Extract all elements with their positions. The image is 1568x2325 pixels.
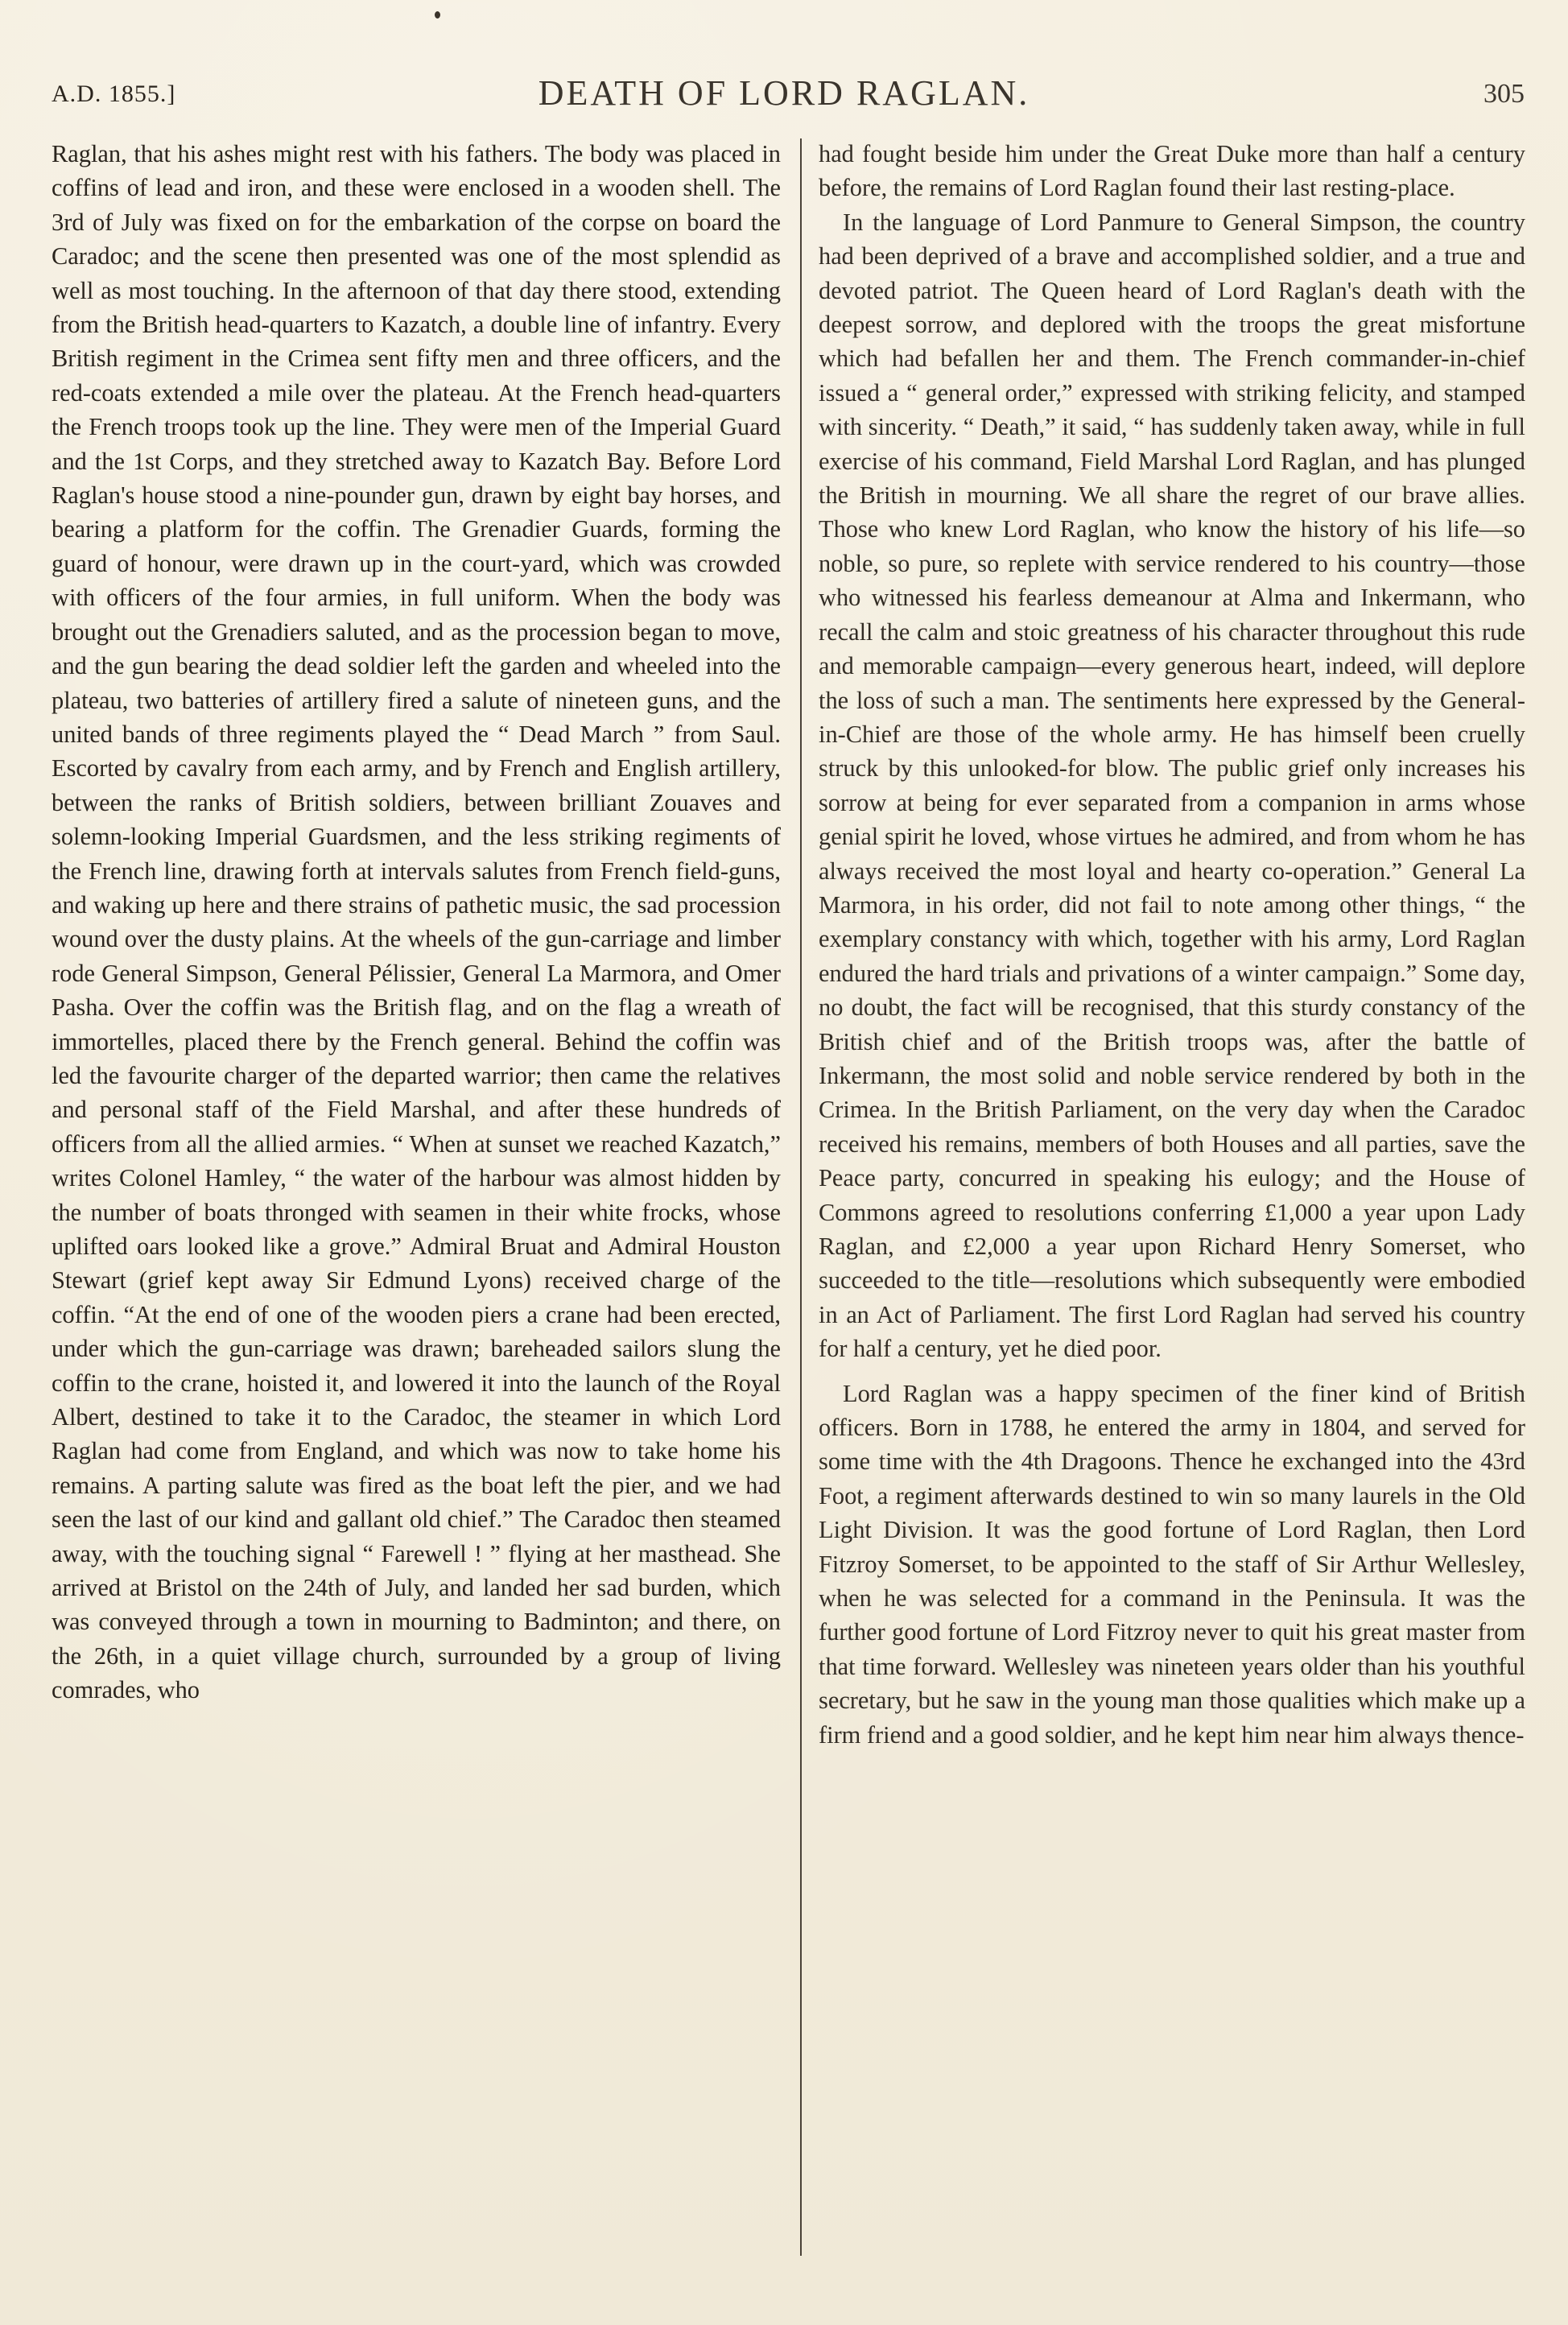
right-paragraph-3: Lord Raglan was a happy specimen of the finer kind of British officers. Born in 1788, he entered the army in 1804, and served for some time with the 4th Dragoons. Thence he exchanged into the 43rd Foot, a regiment afterwards destined to win so many laurels in the Old Light Division. It was the good fortune of Lord Raglan, then Lord Fitzroy Somerset, to be appointed to the staff of Sir Arthur Wellesley, when he was selected for a command in the Peninsula. It was the further good fortune of Lord Fitzroy never to quit his great master from that time forward. Wellesley was nineteen years older than his youthful secretary, but he saw in the young man those qualities which make up a firm friend and a good soldier, and he kept him near him always thence- — [819, 1379, 1525, 1749]
header-title: DEATH OF LORD RAGLAN. — [538, 73, 1030, 113]
column-divider — [800, 138, 802, 2256]
left-paragraph: Raglan, that his ashes might rest with his fathers. The body was placed in coffins of lead and iron, and these were enclosed in a wooden shell. The 3rd of July was fixed on for the embarkation of the corpse on board the Caradoc; and the scene then presented was one of the most splendid as well as most touching. In the afternoon of that day there stood, extending from the British head-quarters to Kazatch, a double line of infantry. Every British regiment in the Crimea sent fifty men and three officers, and the red-coats extended a mile over the plateau. At the French head-quarters the French troops took up the line. They were men of the Imperial Guard and the 1st Corps, and they stretched away to Kazatch Bay. Before Lord Raglan's house stood a nine-pounder gun, drawn by eight bay horses, and bearing a platform for the coffin. The Grenadier Guards, forming the guard of honour, were drawn up in the court-yard, which was crowded with officers of the four armies, in full uniform. When the body was brought out the Grenadiers saluted, and as the procession began to move, and the gun bearing the dead soldier left the garden and wheeled into the plateau, two batteries of artillery fired a salute of nineteen guns, and the united bands of three regiments played the “ Dead March ” from Saul. Escorted by cavalry from each army, and by French and English artillery, between the ranks of British soldiers, between brilliant Zouaves and solemn-looking Imperial Guardsmen, and the less striking regiments of the French line, drawing forth at intervals salutes from French field-guns, and waking up here and there strains of pathetic music, the sad procession wound over the dusty plains. At the wheels of the gun-carriage and limber rode General Simpson, General Pélissier, General La Marmora, and Omer Pasha. Over the coffin was the British flag, and on the flag a wreath of immortelles, placed there by the French general. Behind the coffin was led the favourite charger of the departed warrior; then came the relatives and personal staff of the Field Marshal, and after these hundreds of officers from all the allied armies. “ When at sunset we reached Kazatch,” writes Colonel Hamley, “ the water of the harbour was almost hidden by the number of boats thronged with seamen in their white frocks, whose uplifted oars looked like a grove.” Admiral Bruat and Admiral Houston Stewart (grief kept away Sir Edmund Lyons) received charge of the coffin. “At the end of one of the wooden piers a crane had been erected, under which the gun-carriage was drawn; bareheaded sailors slung the coffin to the crane, hoisted it, and lowered it into the launch of the Royal Albert, destined to take it to the Caradoc, the steamer in which Lord Raglan had come from England, and which was now to take home his remains. A parting salute was fired as the boat left the pier, and we had seen the last of our kind and gallant old chief.” The Caradoc then steamed away, with the touching signal “ Farewell ! ” flying at her masthead. She arrived at Bristol on the 24th of July, and landed her sad burden, which was conveyed through a town in mourning to Badminton; and there, on the 26th, in a quiet village church, surrounded by a group of living comrades, who — [52, 140, 781, 1704]
ink-speck — [435, 11, 440, 19]
right-column — [819, 137, 1525, 1752]
left-column — [52, 137, 781, 1708]
running-head — [0, 72, 1568, 114]
header-date: A.D. 1855.] — [52, 81, 176, 107]
right-paragraph-1: had fought beside him under the Great Duke more than half a century before, the remains of Lord Raglan found their last resting-place. — [819, 140, 1525, 202]
right-paragraph-2: In the language of Lord Panmure to General Simpson, the country had been deprived of a brave and accomplished soldier, and a true and devoted patriot. The Queen heard of Lord Raglan's death with the deepest sorrow, and deplored with the troops the great misfortune which had befallen her and them. The French commander-in-chief issued a “ general order,” expressed with striking felicity, and stamped with sincerity. “ Death,” it said, “ has suddenly taken away, while in full exercise of his command, Field Marshal Lord Raglan, and has plunged the British in mourning. We all share the regret of our brave allies. Those who knew Lord Raglan, who know the history of his life—so noble, so pure, so replete with service rendered to his country—those who witnessed his fearless demeanour at Alma and Inkermann, who recall the calm and stoic greatness of his character throughout this rude and memorable campaign—every generous heart, indeed, will deplore the loss of such a man. The sentiments here expressed by the General-in-Chief are those of the whole army. He has himself been cruelly struck by this unlooked-for blow. The public grief only increases his sorrow at being for ever separated from a companion in arms whose genial spirit he loved, whose virtues he admired, and from whom he has always received the most loyal and hearty co-operation.” General La Marmora, in his order, did not fail to note among other things, “ the exemplary constancy with which, together with his army, Lord Raglan endured the hard trials and privations of a winter campaign.” Some day, no doubt, the fact will be recognised, that this sturdy constancy of the British chief and of the British troops was, after the battle of Inkermann, the most solid and noble service rendered by both in the Crimea. In the British Parliament, on the very day when the Caradoc received his remains, members of both Houses and all parties, save the Peace party, concurred in speaking his eulogy; and the House of Commons agreed to resolutions conferring £1,000 a year upon Lady Raglan, and £2,000 a year upon Richard Henry Somerset, who succeeded to the title—resolutions which subsequently were embodied in an Act of Parliament. The first Lord Raglan had served his country for half a century, yet he died poor. — [819, 208, 1525, 1363]
page-number: 305 — [1483, 79, 1525, 109]
